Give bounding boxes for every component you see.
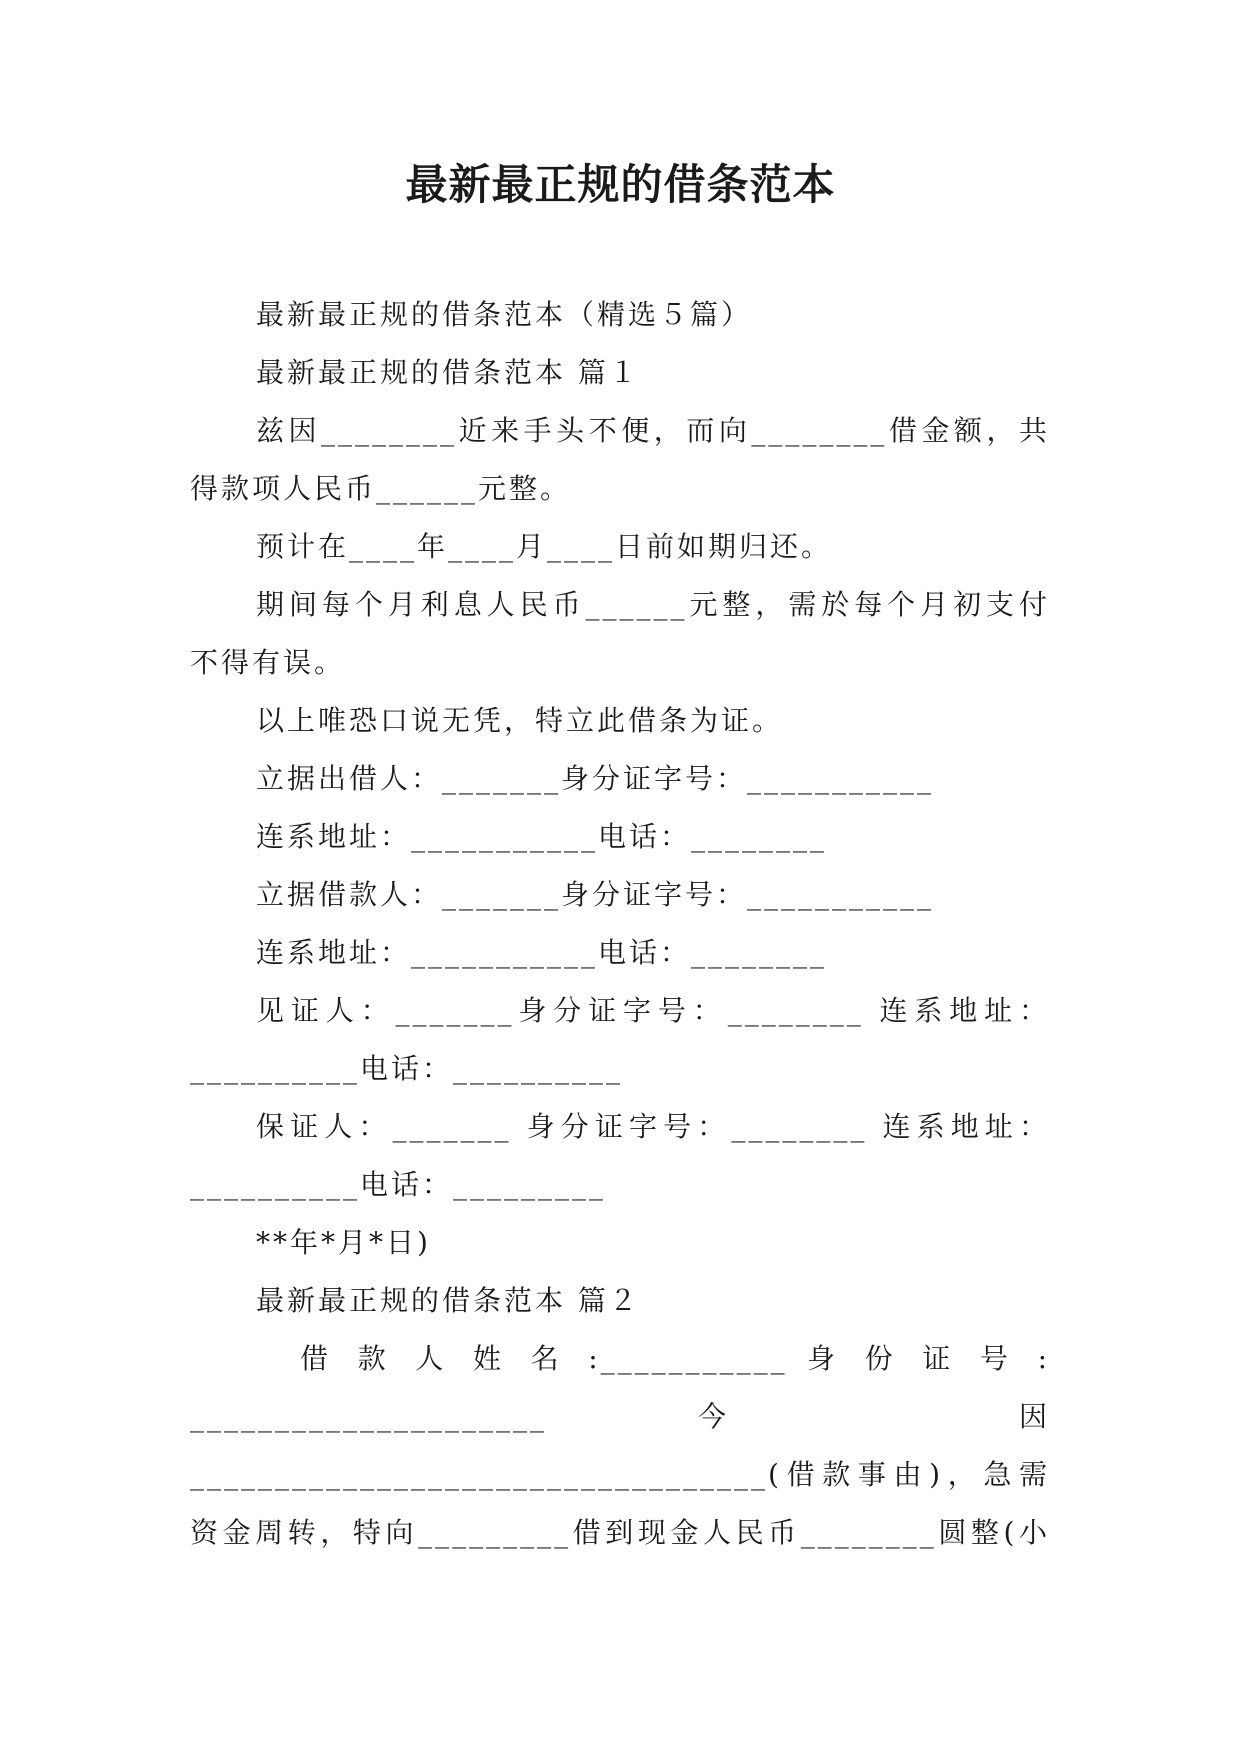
lender-contact-line: 连系地址：___________电话：________ <box>256 820 828 853</box>
paragraph-interest-line1: 期间每个月利息人民币______元整，需於每个月初支付 <box>256 588 1050 621</box>
witness-line1: 见证人：_______身分证字号：________ 连系地址： <box>256 994 1050 1027</box>
lender-id-line: 立据出借人：_______身分证字号：___________ <box>256 762 935 795</box>
paragraph-repay-date: 预计在____年____月____日前如期归还。 <box>256 530 833 563</box>
guarantor-line2: __________电话：_________ <box>190 1168 607 1201</box>
reason-line3: 资金周转，特向_________借到现金人民币________圆整(小 <box>190 1516 1050 1549</box>
paragraph-subtitle: 最新最正规的借条范本（精选５篇） <box>256 298 753 331</box>
paragraph-proof: 以上唯恐口说无凭，特立此借条为证。 <box>256 704 784 737</box>
reason-line1: _____________________ 今 因 <box>190 1400 1050 1433</box>
borrower-id-line: 立据借款人：_______身分证字号：___________ <box>256 878 935 911</box>
date-line: **年*月*日) <box>256 1226 431 1259</box>
paragraph-interest-line2: 不得有误。 <box>190 646 346 679</box>
paragraph-reason-line2: 得款项人民币______元整。 <box>190 472 572 505</box>
borrower-name-line: 借 款 人 姓 名 :___________ 身 份 证 号 : <box>300 1342 1050 1375</box>
witness-line2: __________电话：__________ <box>190 1052 624 1085</box>
document-title: 最新最正规的借条范本 <box>405 160 836 209</box>
section-heading-2: 最新最正规的借条范本 篇２ <box>256 1284 640 1317</box>
guarantor-line1: 保证人：_______ 身分证字号：________ 连系地址： <box>256 1110 1050 1143</box>
section-heading-1: 最新最正规的借条范本 篇１ <box>256 356 640 389</box>
paragraph-reason-line1: 兹因________近来手头不便，而向________借金额，共 <box>256 414 1050 447</box>
reason-line2: __________________________________(借款事由)，急需 <box>190 1458 1050 1491</box>
document-body <box>190 286 1050 1562</box>
borrower-contact-line: 连系地址：___________电话：________ <box>256 936 828 969</box>
